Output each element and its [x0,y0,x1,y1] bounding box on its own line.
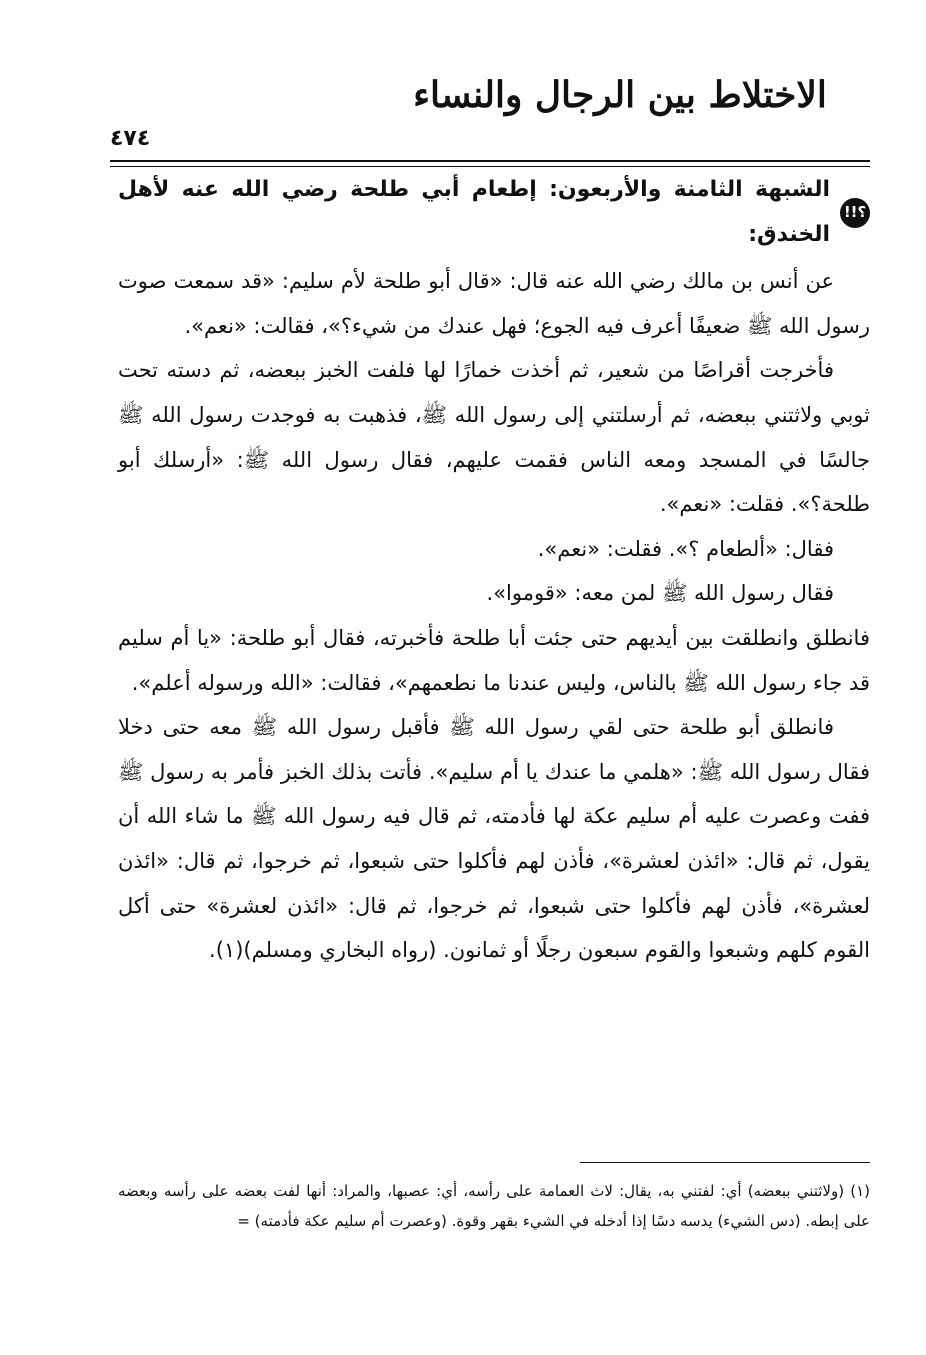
paragraph: فأخرجت أقراصًا من شعير، ثم أخذت خمارًا لها فلفت الخبز ببعضه، ثم دسته تحت ثوبي ولاثتني ببعضه، ثم أرسلتني إلى رسول الله ﷺ، فذهبت به فوجدت رسول الله ﷺ جالسًا في المسجد ومعه الناس فقمت عليهم، فقال رسول الله ﷺ: «أرسلك أبو طلحة؟». فقلت: «نعم». [118,358,870,517]
exclamation-question-icon: ؟!! [840,198,870,228]
paragraph: عن أنس بن مالك رضي الله عنه قال: «قال أبو طلحة لأم سليم: «قد سمعت صوت رسول الله ﷺ ضعيفًا أعرف فيه الجوع؛ فهل عندك من شيء؟»، فقالت: «نعم». [118,269,870,338]
section-heading-title: الشبهة الثامنة والأربعون: إطعام أبي طلحة رضي الله عنه لأهل الخندق: [118,177,830,247]
page-number: ٤٧٤ [110,126,151,151]
header-rule [110,160,870,162]
running-title: الاختلاط بين الرجال والنساء [413,74,827,116]
paragraph: فانطلق أبو طلحة حتى لقي رسول الله ﷺ فأقبل رسول الله ﷺ معه حتى دخلا فقال رسول الله ﷺ: «هلمي ما عندك يا أم سليم». فأتت بذلك الخبز فأمر به رسول ﷺ ففت وعصرت عليه أم سليم عكة لها فأدمته، ثم قال فيه رسول الله ﷺ ما شاء الله أن يقول، ثم قال: «ائذن لعشرة»، فأذن لهم فأكلوا حتى شبعوا، ثم خرجوا، ثم قال: «ائذن لعشرة»، فأذن لهم فأكلوا حتى شبعوا، ثم خرجوا، ثم قال: «ائذن لعشرة» حتى أكل القوم كلهم وشبعوا والقوم سبعون رجلًا أو ثمانون. (رواه البخاري ومسلم)(١). [118,715,870,963]
footnote: (١) (ولاثتني ببعضه) أي: لفتني به، يقال: لاث العمامة على رأسه، أي: عصبها، والمراد: أنها لفت بعضه على رأسه وبعضه على إبطه. (دس الشيء) يدسه دسًا إذا أدخله في الشيء بقهر وقوة. (وعصرت أم سليم عكة فأدمته) = [118,1182,870,1230]
section-heading [118,168,870,257]
paragraph: فقال: «ألطعام ؟». فقلت: «نعم». [537,536,834,561]
page-header [110,62,870,151]
footnotes [118,1176,870,1236]
body-text [118,168,870,973]
header-rule-thin [110,166,870,167]
footnote-rule [580,1162,870,1163]
paragraph: فانطلق وانطلقت بين أيديهم حتى جئت أبا طلحة فأخبرته، فقال أبو طلحة: «يا أم سليم قد جاء رسول الله ﷺ بالناس، وليس عندنا ما نطعمهم»، فقالت: «الله ورسوله أعلم». [118,625,870,695]
paragraph: فقال رسول الله ﷺ لمن معه: «قوموا». [486,581,834,606]
